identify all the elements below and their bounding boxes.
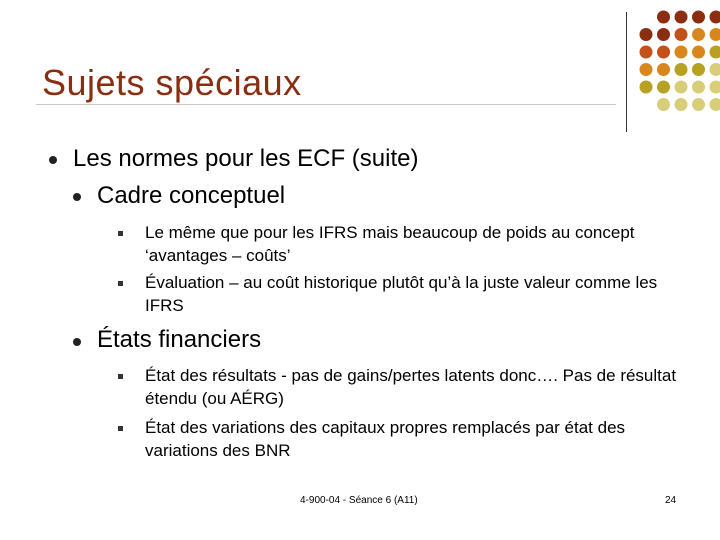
- section2-item-2: État des variations des capitaux propres remplacés par état des variations des BNR: [145, 418, 626, 460]
- decor-dot: [657, 11, 670, 24]
- decor-dot: [657, 81, 670, 94]
- decor-dot: [657, 63, 670, 76]
- page-number: 24: [665, 495, 677, 506]
- square-bullet-icon: [118, 281, 123, 286]
- bullet-icon: [73, 338, 81, 346]
- decor-dot: [710, 63, 720, 76]
- decor-dot: [640, 28, 653, 41]
- decor-dot: [675, 63, 688, 76]
- decor-dot: [710, 46, 720, 59]
- decor-dot: [692, 63, 705, 76]
- decor-dot: [692, 81, 705, 94]
- decor-dot: [710, 28, 720, 41]
- decorative-vertical-rule: [626, 12, 627, 132]
- decor-dot: [710, 11, 720, 24]
- decor-dot: [710, 81, 720, 94]
- square-bullet-icon: [118, 426, 123, 431]
- decor-dot: [675, 81, 688, 94]
- footer-text: 4-900-04 - Séance 6 (A11): [300, 495, 418, 506]
- slide-title: Sujets spéciaux: [42, 62, 302, 103]
- decor-dot: [675, 28, 688, 41]
- section2-heading: États financiers: [97, 326, 262, 353]
- decor-dot: [657, 98, 670, 111]
- decor-dot: [692, 28, 705, 41]
- decor-dot: [675, 46, 688, 59]
- decor-dot: [640, 46, 653, 59]
- section1-item-2: Évaluation – au coût historique plutôt qu’à la juste valeur comme les IFRS: [145, 273, 658, 315]
- decor-dot: [657, 28, 670, 41]
- decor-dot: [710, 98, 720, 111]
- decor-dot: [675, 11, 688, 24]
- title-divider: [36, 104, 616, 105]
- square-bullet-icon: [118, 231, 123, 236]
- bullet-icon: [73, 193, 81, 201]
- decor-dot: [640, 81, 653, 94]
- square-bullet-icon: [118, 374, 123, 379]
- decor-dot: [692, 11, 705, 24]
- level1-text: Les normes pour les ECF (suite): [73, 145, 419, 172]
- decor-dot: [692, 98, 705, 111]
- section2-item-1: État des résultats - pas de gains/pertes latents donc…. Pas de résultat étendu (ou AÉRG): [145, 366, 677, 408]
- decor-dot: [640, 63, 653, 76]
- decor-dot: [675, 98, 688, 111]
- bullet-icon: [49, 156, 57, 164]
- decor-dot: [692, 46, 705, 59]
- section1-heading: Cadre conceptuel: [97, 182, 286, 209]
- section1-item-1: Le même que pour les IFRS mais beaucoup de poids au concept ‘avantages – coûts’: [145, 223, 635, 265]
- decor-dot: [657, 46, 670, 59]
